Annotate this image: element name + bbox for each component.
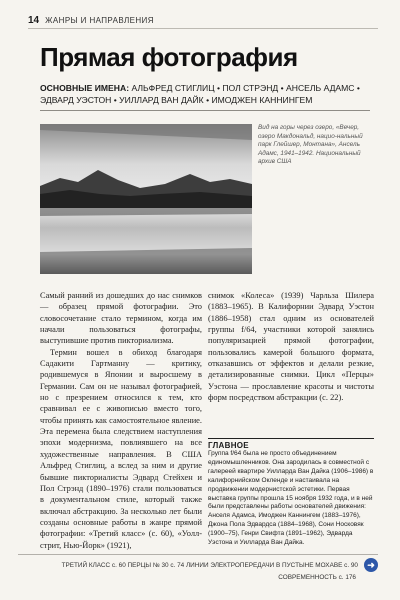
next-topic-link[interactable]: СОВРЕМЕННОСТЬ с. 176 (278, 574, 356, 581)
paragraph: снимок «Колеса» (1939) Чарльза Шилера (1883–1965). В Калифорнии Эдвард Уэстон (1886–1958) стал одним из основателей группы f/64, участники которой занялись популяризацией прямой фотографии, пользовались камерой большого формата, отказавшись от эффектов и делали резкие, детализированные снимки. Цикл «Перцы» Уэстона — прославление красоты и чистоты форм посредством абстракции (с. 22). (208, 291, 374, 403)
key-facts-sidebar (208, 438, 374, 548)
landscape-photo (40, 124, 252, 274)
page-title: Прямая фотография (40, 42, 298, 72)
paragraph: Термин вошел в обиход благодаря Садакити Гартманну — критику, родившемуся в Японии и выросшему в Германии. Сам он не называл фотографией, но с презрением относился к тем, кто сравнивал ее с живописью вместо того, чтобы принять как самостоятельное явление. Эта перемена была следствием наступления эпохи модернизма, повлиявшего на все художественные направления. В США Альфред Стиглиц, а вслед за ним и другие бывшие пикториалисты Эдвард Стейхен и Пол Стрэнд (1890–1976) стали пользоваться в документальном стиле, который также включал абстракцию. За несколько лет были созданы основные работы в жанре прямой фотографии: «Третий класс» (с. 60), «Уолл-стрит, Нью-Йорк» (1921), (40, 347, 202, 550)
arrow-right-icon: ➜ (364, 558, 378, 572)
key-names-list: АЛЬФРЕД СТИГЛИЦ • ПОЛ СТРЭНД • АНСЕЛЬ АДАМС • ЭДВАРД УЭСТОН • УИЛЛАРД ВАН ДАЙК • ИМОДЖЕН КАННИНГЕМ (40, 83, 360, 105)
cross-reference-links[interactable]: ТРЕТИЙ КЛАСС с. 60 ПЕРЦЫ № 30 с. 74 ЛИНИИ ЭЛЕКТРОПЕРЕДАЧИ В ПУСТЫНЕ МОХАВЕ с. 90 (61, 561, 358, 569)
body-text-left (40, 290, 202, 551)
photo-caption: Вид на горы через озеро, «Вечер, озеро Макдональд, нацио-нальный парк Глейшер, Монтана», Ансель Адамс, 1941–1942. Национальный архив США (258, 124, 363, 166)
sidebar-text: Группа f/64 была не просто объединением единомышленников. Она зародилась в совместной с галереей квартире Уилларда Ван Дайка (1906–1986) в калифорнийском Окленде и настаивала на продвижении модернистской эстетики. Первая выставка группы прошла 15 ноября 1932 года, и в ней были представлены работы основателей движения: Анселя Адамса, Имоджен Каннингем (1883–1976), Джона Пола Эдвардса (1884–1968), Сони Носковяк (1900–75), Генри Свифта (1891–1962), Эдварда Уэстона и Уилларда Ван Дайка. (208, 450, 374, 547)
page-header (28, 12, 378, 29)
cross-references (18, 554, 378, 581)
key-names-label: ОСНОВНЫЕ ИМЕНА: (40, 83, 130, 93)
body-text-right (208, 290, 374, 403)
page-number: 14 (28, 14, 40, 26)
key-names (40, 82, 370, 111)
photo-image (40, 124, 252, 274)
section-title: ЖАНРЫ И НАПРАВЛЕНИЯ (45, 15, 154, 25)
paragraph: Самый ранний из дошедших до нас снимков — образец прямой фотографии. Это словосочетание стало термином, когда им начали пользоваться фотографы, выступившие против пикториализма. (40, 291, 202, 346)
sidebar-heading: ГЛАВНОЕ (208, 441, 249, 450)
